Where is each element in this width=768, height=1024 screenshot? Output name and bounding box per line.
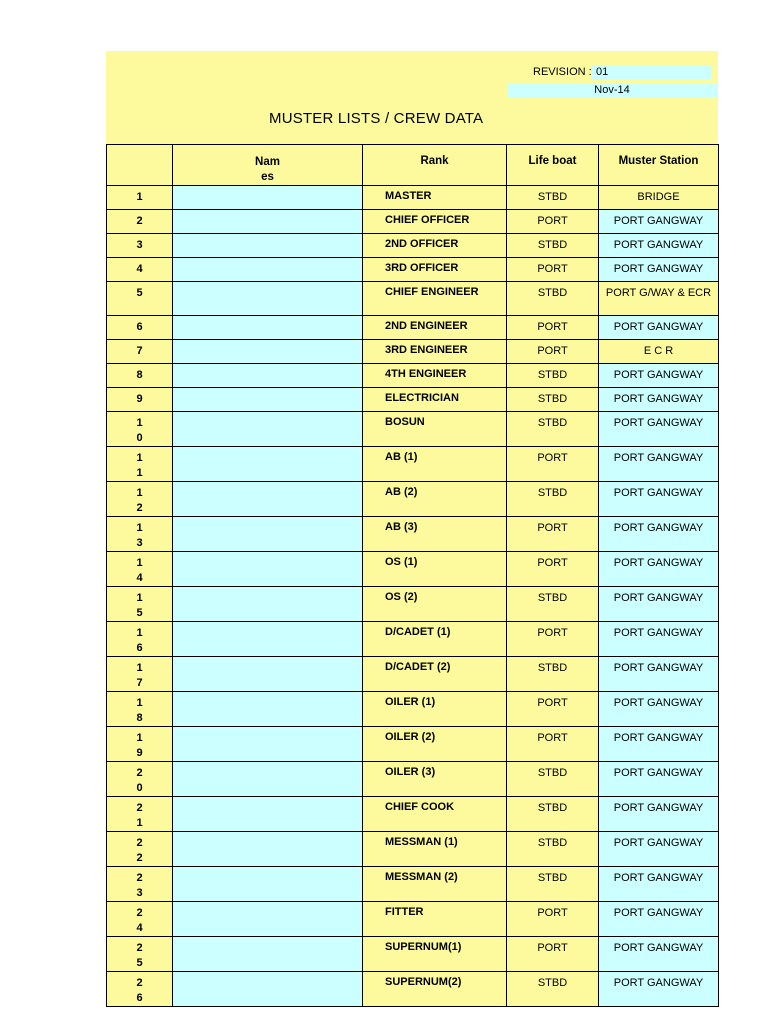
row-number: 1 7 (107, 657, 173, 692)
crew-name-cell[interactable] (173, 762, 363, 797)
table-row (107, 282, 719, 316)
rank-cell: SUPERNUM(1) (363, 937, 507, 972)
row-number: 2 3 (107, 867, 173, 902)
rank-cell: OILER (1) (363, 692, 507, 727)
lifeboat-cell: STBD (507, 482, 599, 517)
crew-name-cell[interactable] (173, 316, 363, 340)
muster-station-cell: PORT GANGWAY (599, 797, 719, 832)
muster-station-cell: PORT GANGWAY (599, 447, 719, 482)
table-row (107, 258, 719, 282)
row-number: 2 5 (107, 937, 173, 972)
muster-station-cell: PORT GANGWAY (599, 867, 719, 902)
crew-name-cell[interactable] (173, 258, 363, 282)
rank-cell: OILER (3) (363, 762, 507, 797)
rank-cell: 3RD OFFICER (363, 258, 507, 282)
row-number: 6 (107, 316, 173, 340)
table-row (107, 937, 719, 972)
lifeboat-cell: STBD (507, 797, 599, 832)
rank-cell: ELECTRICIAN (363, 388, 507, 412)
row-number: 9 (107, 388, 173, 412)
table-row (107, 692, 719, 727)
table-row (107, 902, 719, 937)
muster-station-cell: PORT GANGWAY (599, 364, 719, 388)
header-row (107, 145, 719, 186)
lifeboat-cell: STBD (507, 762, 599, 797)
lifeboat-cell: PORT (507, 447, 599, 482)
row-number: 1 (107, 186, 173, 210)
muster-station-cell: PORT GANGWAY (599, 552, 719, 587)
crew-name-cell[interactable] (173, 867, 363, 902)
crew-name-cell[interactable] (173, 587, 363, 622)
rank-cell: MESSMAN (2) (363, 867, 507, 902)
muster-station-cell: PORT GANGWAY (599, 657, 719, 692)
muster-station-cell: PORT GANGWAY (599, 234, 719, 258)
rank-cell: BOSUN (363, 412, 507, 447)
crew-name-cell[interactable] (173, 902, 363, 937)
rank-cell: OILER (2) (363, 727, 507, 762)
lifeboat-cell: STBD (507, 388, 599, 412)
table-row (107, 762, 719, 797)
muster-station-cell: E C R (599, 340, 719, 364)
row-number: 2 4 (107, 902, 173, 937)
crew-name-cell[interactable] (173, 552, 363, 587)
row-number: 5 (107, 282, 173, 316)
row-number: 1 2 (107, 482, 173, 517)
crew-name-cell[interactable] (173, 186, 363, 210)
muster-station-cell: PORT GANGWAY (599, 388, 719, 412)
table-row (107, 482, 719, 517)
rank-cell: 4TH ENGINEER (363, 364, 507, 388)
crew-name-cell[interactable] (173, 282, 363, 316)
row-number: 2 6 (107, 972, 173, 1007)
muster-station-cell: PORT GANGWAY (599, 517, 719, 552)
header-number (107, 145, 173, 186)
rank-cell: MESSMAN (1) (363, 832, 507, 867)
table-row (107, 552, 719, 587)
table-row (107, 657, 719, 692)
rank-cell: CHIEF ENGINEER (363, 282, 507, 316)
table-row (107, 388, 719, 412)
rank-cell: D/CADET (2) (363, 657, 507, 692)
rank-cell: AB (1) (363, 447, 507, 482)
muster-station-cell: PORT GANGWAY (599, 587, 719, 622)
header-names-line2: es (261, 171, 274, 183)
row-number: 1 9 (107, 727, 173, 762)
crew-name-cell[interactable] (173, 340, 363, 364)
revision-date-cell[interactable]: Nov-14 (507, 83, 717, 98)
table-row (107, 210, 719, 234)
lifeboat-cell: PORT (507, 552, 599, 587)
lifeboat-cell: PORT (507, 340, 599, 364)
muster-station-cell: PORT GANGWAY (599, 762, 719, 797)
rank-cell: MASTER (363, 186, 507, 210)
table-row (107, 517, 719, 552)
muster-station-cell: PORT GANGWAY (599, 412, 719, 447)
row-number: 1 0 (107, 412, 173, 447)
crew-name-cell[interactable] (173, 447, 363, 482)
table-row (107, 364, 719, 388)
muster-station-cell: BRIDGE (599, 186, 719, 210)
crew-table (106, 144, 719, 1007)
crew-name-cell[interactable] (173, 517, 363, 552)
rank-cell: AB (3) (363, 517, 507, 552)
row-number: 1 5 (107, 587, 173, 622)
row-number: 2 0 (107, 762, 173, 797)
row-number: 4 (107, 258, 173, 282)
lifeboat-cell: STBD (507, 832, 599, 867)
crew-name-cell[interactable] (173, 797, 363, 832)
lifeboat-cell: PORT (507, 210, 599, 234)
page-title: MUSTER LISTS / CREW DATA (269, 110, 484, 127)
header-names-line1: Nam (255, 156, 280, 168)
row-number: 2 (107, 210, 173, 234)
muster-station-cell: PORT GANGWAY (599, 316, 719, 340)
revision-value-cell[interactable]: 01 (592, 65, 712, 79)
lifeboat-cell: STBD (507, 972, 599, 1007)
table-row (107, 622, 719, 657)
lifeboat-cell: PORT (507, 517, 599, 552)
crew-name-cell[interactable] (173, 972, 363, 1007)
header-muster-station: Muster Station (599, 145, 719, 186)
lifeboat-cell: STBD (507, 867, 599, 902)
row-number: 3 (107, 234, 173, 258)
table-row (107, 867, 719, 902)
lifeboat-cell: PORT (507, 727, 599, 762)
muster-station-cell: PORT GANGWAY (599, 902, 719, 937)
crew-name-cell[interactable] (173, 727, 363, 762)
table-row (107, 186, 719, 210)
muster-station-cell: PORT G/WAY & ECR (599, 282, 719, 316)
lifeboat-cell: PORT (507, 316, 599, 340)
muster-station-cell: PORT GANGWAY (599, 210, 719, 234)
table-row (107, 234, 719, 258)
muster-station-cell: PORT GANGWAY (599, 482, 719, 517)
muster-station-cell: PORT GANGWAY (599, 832, 719, 867)
lifeboat-cell: STBD (507, 186, 599, 210)
row-number: 1 8 (107, 692, 173, 727)
row-number: 2 1 (107, 797, 173, 832)
row-number: 2 2 (107, 832, 173, 867)
rank-cell: CHIEF OFFICER (363, 210, 507, 234)
table-row (107, 340, 719, 364)
table-row (107, 832, 719, 867)
crew-name-cell[interactable] (173, 622, 363, 657)
crew-name-cell[interactable] (173, 412, 363, 447)
muster-station-cell: PORT GANGWAY (599, 692, 719, 727)
lifeboat-cell: PORT (507, 937, 599, 972)
table-row (107, 412, 719, 447)
rank-cell: OS (2) (363, 587, 507, 622)
row-number: 1 6 (107, 622, 173, 657)
crew-name-cell[interactable] (173, 832, 363, 867)
crew-name-cell[interactable] (173, 482, 363, 517)
lifeboat-cell: STBD (507, 657, 599, 692)
muster-station-cell: PORT GANGWAY (599, 972, 719, 1007)
rank-cell: AB (2) (363, 482, 507, 517)
rank-cell: CHIEF COOK (363, 797, 507, 832)
crew-name-cell[interactable] (173, 692, 363, 727)
crew-name-cell[interactable] (173, 364, 363, 388)
rank-cell: 3RD ENGINEER (363, 340, 507, 364)
row-number: 7 (107, 340, 173, 364)
table-row (107, 587, 719, 622)
header-names (173, 145, 363, 186)
row-number: 1 3 (107, 517, 173, 552)
lifeboat-cell: STBD (507, 364, 599, 388)
lifeboat-cell: STBD (507, 282, 599, 316)
lifeboat-cell: PORT (507, 258, 599, 282)
rank-cell: 2ND OFFICER (363, 234, 507, 258)
crew-name-cell[interactable] (173, 210, 363, 234)
rank-cell: FITTER (363, 902, 507, 937)
table-row (107, 447, 719, 482)
lifeboat-cell: PORT (507, 692, 599, 727)
table-row (107, 316, 719, 340)
lifeboat-cell: STBD (507, 234, 599, 258)
lifeboat-cell: PORT (507, 622, 599, 657)
crew-name-cell[interactable] (173, 657, 363, 692)
header-rank: Rank (363, 145, 507, 186)
muster-station-cell: PORT GANGWAY (599, 258, 719, 282)
crew-name-cell[interactable] (173, 937, 363, 972)
lifeboat-cell: STBD (507, 412, 599, 447)
row-number: 8 (107, 364, 173, 388)
lifeboat-cell: PORT (507, 902, 599, 937)
crew-name-cell[interactable] (173, 234, 363, 258)
table-row (107, 727, 719, 762)
row-number: 1 4 (107, 552, 173, 587)
muster-station-cell: PORT GANGWAY (599, 937, 719, 972)
header-lifeboat: Life boat (507, 145, 599, 186)
rank-cell: SUPERNUM(2) (363, 972, 507, 1007)
crew-name-cell[interactable] (173, 388, 363, 412)
rank-cell: 2ND ENGINEER (363, 316, 507, 340)
table-row (107, 972, 719, 1007)
muster-station-cell: PORT GANGWAY (599, 622, 719, 657)
table-row (107, 797, 719, 832)
lifeboat-cell: STBD (507, 587, 599, 622)
rank-cell: OS (1) (363, 552, 507, 587)
muster-station-cell: PORT GANGWAY (599, 727, 719, 762)
row-number: 1 1 (107, 447, 173, 482)
revision-label: REVISION : (533, 66, 592, 78)
rank-cell: D/CADET (1) (363, 622, 507, 657)
